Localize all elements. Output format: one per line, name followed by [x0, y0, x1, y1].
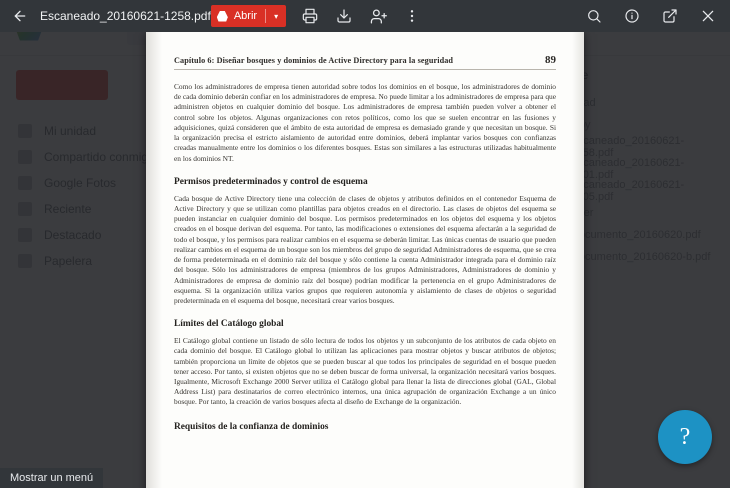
page-header	[174, 54, 556, 70]
chapter-title: Capítulo 6: Diseñar bosques y dominios de Active Directory para la seguridad	[174, 56, 454, 65]
page-number: 89	[545, 54, 556, 66]
pdf-page	[146, 32, 584, 488]
paragraph: Como los administradores de empresa tienen autoridad sobre todos los dominios en el bosque, los administradores de dominio de cada dominio deberán confiar en los administradores de empresa. No puede limitar a los administradores de empresa para que administren objetos en cualquier dominio del bosque. Los administradores de empresa también pueden volver a obtener el control sobre los objetos. Algunas organizaciones con retos políticos, como los que se suelen encontrar en las fusiones y adquisiciones, quizá consideren que el ámbito de esta autoridad de empresa es demasiado grande y que necesitan un bosque. Si la organización precisa el estricto aislamiento de autoridad entre dominios, deberá implantar varios bosques con confianzas creadas manualmente entre los dominios o los diferentes bosques. Estas son similares a las estructuras utilizadas habitualmente en los dominios NT.	[174, 82, 556, 163]
chevron-down-icon[interactable]: ▾	[274, 11, 279, 21]
help-question-icon[interactable]	[658, 410, 712, 464]
search-icon[interactable]	[584, 6, 604, 26]
paragraph: Cada bosque de Active Directory tiene una colección de clases de objetos y atributos definidos en el contenedor Esquema de Active Directory y que se utilizan como plantillas para objetos creados en el directorio. Las clases de objetos del esquema se pueden instanciar en cualquier dominio del bosque. Los permisos predeterminados en los objetos del esquema y los objetos creados en el bosque derivan del esquema. Por tanto, las modificaciones o extensiones del esquema afectarán a la seguridad de todo el bosque, y los permisos para realizar cambios en el esquema se deberán limitar. Las únicas cuentas de usuario que pueden realizar cambios en el esquema de un bosque son los miembros del grupo de seguridad Administradores de esquema, que se crea de forma predeterminada en el dominio raíz del bosque y sólo contiene la cuenta Administrador integrada para el dominio raíz del bosque. Sólo los administradores de empresa (miembros de los grupos Administradores, Administradores de dominio y Administradores de empresa de dominio raíz del bosque) podrían modificar la pertenencia en el grupo Administradores de esquema. Si la organización utiliza varios grupos que requieren autonomía y aislamiento de clases de objetos o seguridad predeterminada en el esquema del bosque, necesitará crear varios bosques.	[174, 193, 556, 305]
viewer-toolbar	[0, 0, 730, 32]
file-name-label: Escaneado_20160621-1258.pdf	[40, 9, 211, 23]
open-button[interactable]	[211, 5, 286, 27]
status-bar: Mostrar un menú	[0, 468, 103, 488]
section-heading: Requisitos de la confianza de dominios	[174, 421, 329, 432]
more-vertical-icon[interactable]	[402, 6, 422, 26]
divider	[265, 9, 266, 23]
print-icon[interactable]	[300, 6, 320, 26]
document-viewport[interactable]	[0, 32, 730, 488]
open-in-new-icon[interactable]	[660, 6, 680, 26]
back-arrow-icon[interactable]	[10, 6, 30, 26]
info-icon[interactable]	[622, 6, 642, 26]
section-heading: Permisos predeterminados y control de esquema	[174, 176, 368, 187]
help-glyph: ?	[679, 423, 691, 450]
download-icon[interactable]	[334, 6, 354, 26]
open-button-label: Abrir	[233, 10, 258, 22]
add-person-icon[interactable]	[368, 6, 388, 26]
drive-icon	[217, 11, 228, 22]
close-icon[interactable]	[698, 6, 718, 26]
section-heading: Límites del Catálogo global	[174, 319, 284, 330]
paragraph: El Catálogo global contiene un listado de sólo lectura de todos los objetos y un subconjunto de los atributos de cada objeto en cada dominio del bosque. El Catálogo global lo utilizan las aplicaciones para mostrar objetos y buscar atributos de objetos; también proporciona un límite de objetos que se pueden buscar al que todos los principales de seguridad en el bosque pueden tener acceso. Por tanto, si existen objetos que no se deben buscar de forma universal, la organización necesitará varios bosques. Igualmente, Microsoft Exchange 2000 Server utiliza el Catálogo global para llenar la lista de direcciones global (GAL, Global Address List) para destinatarios de correo electrónico internos, una única agrupación de organización Exchange a un único bosque. Por tanto, la creación de varios bosques afecta al diseño de Exchange de la organización.	[174, 336, 556, 407]
